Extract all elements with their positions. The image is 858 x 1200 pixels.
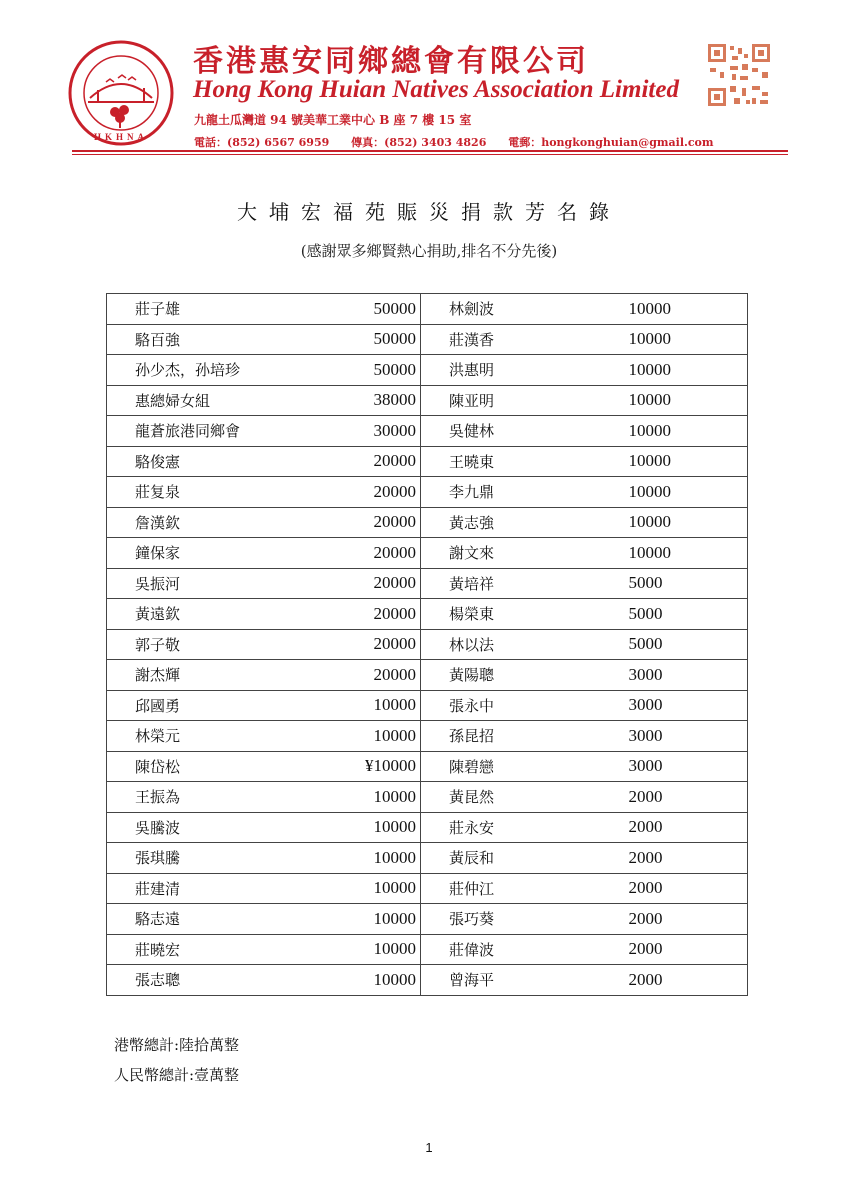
- donor-name: 洪惠明: [421, 355, 609, 386]
- table-row: [107, 751, 748, 782]
- donation-amount: 20000: [295, 507, 421, 538]
- donor-name: 黃遠欽: [107, 599, 295, 630]
- donor-name: 詹漢欽: [107, 507, 295, 538]
- logo-lettering: HKHNA: [93, 132, 149, 142]
- donation-amount: 30000: [295, 416, 421, 447]
- donor-name: 陳碧戀: [421, 751, 609, 782]
- donor-name: 孫昆招: [421, 721, 609, 752]
- table-row: [107, 416, 748, 447]
- table-row: [107, 873, 748, 904]
- email-address: 電郵：hongkonghuian@gmail.com: [508, 136, 714, 149]
- donation-amount: 2000: [609, 812, 748, 843]
- donation-amount: 50000: [295, 324, 421, 355]
- donor-name: 黃培祥: [421, 568, 609, 599]
- donor-name: 張永中: [421, 690, 609, 721]
- donation-amount: 2000: [609, 965, 748, 996]
- table-row: [107, 629, 748, 660]
- donor-name: 張巧葵: [421, 904, 609, 935]
- letterhead-rule-thin: [72, 154, 788, 155]
- donation-amount: 2000: [609, 934, 748, 965]
- donation-amount: 10000: [609, 538, 748, 569]
- table-row: [107, 446, 748, 477]
- donation-amount: 20000: [295, 446, 421, 477]
- donor-name: 鐘保家: [107, 538, 295, 569]
- table-row: [107, 934, 748, 965]
- donor-name: 莊偉波: [421, 934, 609, 965]
- table-row: [107, 690, 748, 721]
- letterhead-rule: [72, 150, 788, 152]
- donor-table: [106, 293, 748, 996]
- donation-amount: 3000: [609, 721, 748, 752]
- table-row: [107, 721, 748, 752]
- fax-number: 傳真：(852) 3403 4826: [351, 136, 487, 149]
- table-row: [107, 843, 748, 874]
- donor-name: 黃陽聰: [421, 660, 609, 691]
- donor-name: 黃志強: [421, 507, 609, 538]
- donation-amount: 10000: [295, 721, 421, 752]
- rmb-total: 人民幣總計:壹萬整: [114, 1066, 240, 1084]
- table-row: [107, 568, 748, 599]
- donor-name: 林榮元: [107, 721, 295, 752]
- donation-amount: 10000: [295, 843, 421, 874]
- donor-name: 邱國勇: [107, 690, 295, 721]
- organization-address: 九龍土瓜灣道 94 號美華工業中心 B 座 7 樓 15 室: [194, 113, 472, 127]
- donor-name: 惠總婦女組: [107, 385, 295, 416]
- donor-name: 林以法: [421, 629, 609, 660]
- donor-name: 龍蒼旅港同鄉會: [107, 416, 295, 447]
- donation-amount: 10000: [609, 324, 748, 355]
- table-row: [107, 965, 748, 996]
- donation-amount: 10000: [295, 934, 421, 965]
- donation-amount: 10000: [295, 873, 421, 904]
- donation-amount: 20000: [295, 538, 421, 569]
- donation-amount: 10000: [609, 477, 748, 508]
- donor-name: 莊仲江: [421, 873, 609, 904]
- association-logo: [68, 40, 174, 146]
- donation-amount: 2000: [609, 782, 748, 813]
- donor-name: 王振為: [107, 782, 295, 813]
- table-row: [107, 904, 748, 935]
- donor-name: 張志聰: [107, 965, 295, 996]
- donation-amount: 10000: [295, 782, 421, 813]
- table-row: [107, 355, 748, 386]
- donation-amount: 5000: [609, 568, 748, 599]
- table-row: [107, 294, 748, 325]
- donation-amount: 5000: [609, 629, 748, 660]
- qr-code-icon: [706, 42, 772, 108]
- donor-name: 莊复泉: [107, 477, 295, 508]
- donor-name: 李九鼎: [421, 477, 609, 508]
- donation-amount: 2000: [609, 904, 748, 935]
- donation-amount: 3000: [609, 751, 748, 782]
- donation-amount: 3000: [609, 660, 748, 691]
- donor-name: 莊漢香: [421, 324, 609, 355]
- donor-name: 駱俊憲: [107, 446, 295, 477]
- donor-name: 謝杰輝: [107, 660, 295, 691]
- donor-name: 莊建清: [107, 873, 295, 904]
- letterhead: [0, 0, 858, 170]
- donor-table-body: [107, 294, 748, 996]
- donation-amount: ¥10000: [295, 751, 421, 782]
- donor-name: 楊榮東: [421, 599, 609, 630]
- donation-amount: 20000: [295, 568, 421, 599]
- donation-amount: 20000: [295, 599, 421, 630]
- donor-name: 王曉東: [421, 446, 609, 477]
- donation-amount: 38000: [295, 385, 421, 416]
- donation-amount: 10000: [609, 416, 748, 447]
- donor-name: 林劍波: [421, 294, 609, 325]
- donor-name: 莊永安: [421, 812, 609, 843]
- donation-amount: 20000: [295, 660, 421, 691]
- donor-name: 張琪騰: [107, 843, 295, 874]
- donation-amount: 2000: [609, 843, 748, 874]
- donation-amount: 10000: [609, 507, 748, 538]
- table-row: [107, 477, 748, 508]
- hkd-total: 港幣總計:陸拾萬整: [114, 1036, 240, 1054]
- donor-name: 曾海平: [421, 965, 609, 996]
- donor-name: 駱百強: [107, 324, 295, 355]
- organization-name-en: Hong Kong Huian Natives Association Limited: [193, 76, 679, 103]
- donor-name: 黃辰和: [421, 843, 609, 874]
- table-row: [107, 812, 748, 843]
- donation-amount: 50000: [295, 355, 421, 386]
- donor-name: 吳騰波: [107, 812, 295, 843]
- table-row: [107, 324, 748, 355]
- donation-amount: 10000: [295, 904, 421, 935]
- donor-name: 莊子雄: [107, 294, 295, 325]
- table-row: [107, 599, 748, 630]
- table-row: [107, 660, 748, 691]
- donation-amount: 20000: [295, 629, 421, 660]
- organization-contact: [194, 134, 732, 150]
- donation-amount: 20000: [295, 477, 421, 508]
- table-row: [107, 507, 748, 538]
- donation-amount: 10000: [295, 965, 421, 996]
- donor-name: 莊曉宏: [107, 934, 295, 965]
- donor-name: 陳亚明: [421, 385, 609, 416]
- donation-amount: 3000: [609, 690, 748, 721]
- phone-number: 電話：(852) 6567 6959: [194, 136, 330, 149]
- donation-amount: 10000: [295, 812, 421, 843]
- donor-name: 孙少杰，孙培珍: [107, 355, 295, 386]
- donor-name: 郭子敬: [107, 629, 295, 660]
- donation-amount: 5000: [609, 599, 748, 630]
- donation-amount: 10000: [295, 690, 421, 721]
- document-subtitle: (感謝眾多鄉賢熱心捐助,排名不分先後): [300, 242, 558, 260]
- donor-name: 謝文來: [421, 538, 609, 569]
- document-title: 大埔宏福苑賑災捐款芳名錄: [237, 200, 621, 224]
- organization-name-cn: 香港惠安同鄉總會有限公司: [193, 44, 589, 79]
- donation-amount: 10000: [609, 385, 748, 416]
- donor-name: 吳振河: [107, 568, 295, 599]
- donation-amount: 2000: [609, 873, 748, 904]
- donor-name: 陳岱松: [107, 751, 295, 782]
- donor-name: 黃昆然: [421, 782, 609, 813]
- table-row: [107, 385, 748, 416]
- page-number: 1: [425, 1140, 433, 1155]
- donation-amount: 10000: [609, 355, 748, 386]
- donation-amount: 10000: [609, 294, 748, 325]
- table-row: [107, 538, 748, 569]
- table-row: [107, 782, 748, 813]
- totals-section: [114, 1030, 239, 1090]
- donor-name: 吳健林: [421, 416, 609, 447]
- donor-name: 駱志遠: [107, 904, 295, 935]
- donation-amount: 50000: [295, 294, 421, 325]
- donation-amount: 10000: [609, 446, 748, 477]
